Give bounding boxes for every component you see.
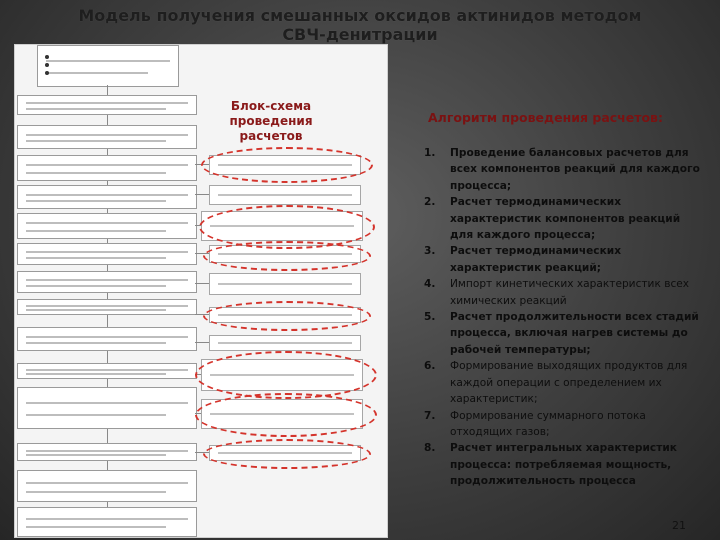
- flow-box: [17, 507, 197, 537]
- algorithm-step: [424, 309, 704, 358]
- step-text: Расчет продолжительности всех стадий процесса, включая нагрев системы до рабочей температуры;: [450, 311, 699, 356]
- flow-box-start: [37, 45, 179, 87]
- algorithm-heading: Алгоритм проведения расчетов:: [428, 110, 663, 125]
- step-text: Расчет термодинамических характеристик реакций;: [450, 245, 622, 274]
- flow-box: [17, 387, 197, 429]
- flow-box-right: [209, 335, 361, 351]
- step-text: Проведение балансовых расчетов для всех компонентов реакций для каждого процесса;: [450, 147, 700, 192]
- block-diagram-caption: Блок-схема проведения расчетов: [201, 99, 341, 144]
- flow-box: [17, 443, 197, 461]
- algorithm-step: [424, 276, 704, 309]
- flow-box: [17, 95, 197, 115]
- slide-title-line1: Модель получения смешанных оксидов актинидов методом: [78, 6, 642, 25]
- algorithm-step: [424, 440, 704, 489]
- slide-title: [60, 6, 660, 44]
- flow-box: [17, 185, 197, 209]
- slide-title-line2: СВЧ-денитрации: [282, 25, 438, 44]
- flow-box: [17, 213, 197, 239]
- step-number: 1.: [424, 147, 436, 159]
- algorithm-step: [424, 194, 704, 243]
- algorithm-step: [424, 145, 704, 194]
- flow-box: [17, 299, 197, 315]
- algorithm-step: [424, 358, 704, 407]
- page-number: 21: [672, 519, 686, 532]
- flow-box: [17, 363, 197, 379]
- highlight-oval: [203, 301, 371, 331]
- step-number: 6.: [424, 360, 436, 373]
- step-text: Расчет интегральных характеристик процесса: потребляемая мощность, продолжительность процесса: [450, 442, 677, 488]
- flow-box-right: [209, 273, 361, 295]
- step-text: Расчет термодинамических характеристик компонентов реакций для каждого процесса;: [450, 196, 681, 242]
- highlight-oval: [195, 351, 377, 399]
- algorithm-steps: [424, 145, 704, 490]
- flow-box: [17, 155, 197, 181]
- flow-box: [17, 470, 197, 502]
- flow-box: [17, 327, 197, 351]
- flow-box-right: [209, 185, 361, 205]
- highlight-oval: [201, 147, 373, 183]
- step-number: 2.: [424, 196, 436, 209]
- step-number: 8.: [424, 442, 436, 455]
- step-text: Формирование суммарного потока отходящих газов;: [450, 409, 646, 438]
- flow-box: [17, 243, 197, 265]
- flow-box: [17, 271, 197, 293]
- flow-box: [17, 125, 197, 149]
- step-number: 4.: [424, 278, 436, 291]
- flowchart-image: [14, 44, 388, 538]
- highlight-oval: [203, 241, 371, 271]
- step-number: 7.: [424, 409, 436, 422]
- highlight-oval: [203, 439, 371, 469]
- step-number: 3.: [424, 245, 436, 258]
- step-text: Импорт кинетических характеристик всех химических реакций: [450, 278, 690, 307]
- step-text: Формирование выходящих продуктов для каждой операции с определением их характеристик;: [450, 360, 688, 406]
- step-number: 5.: [424, 311, 436, 324]
- algorithm-step: [424, 408, 704, 441]
- algorithm-step: [424, 243, 704, 276]
- highlight-oval: [195, 393, 377, 437]
